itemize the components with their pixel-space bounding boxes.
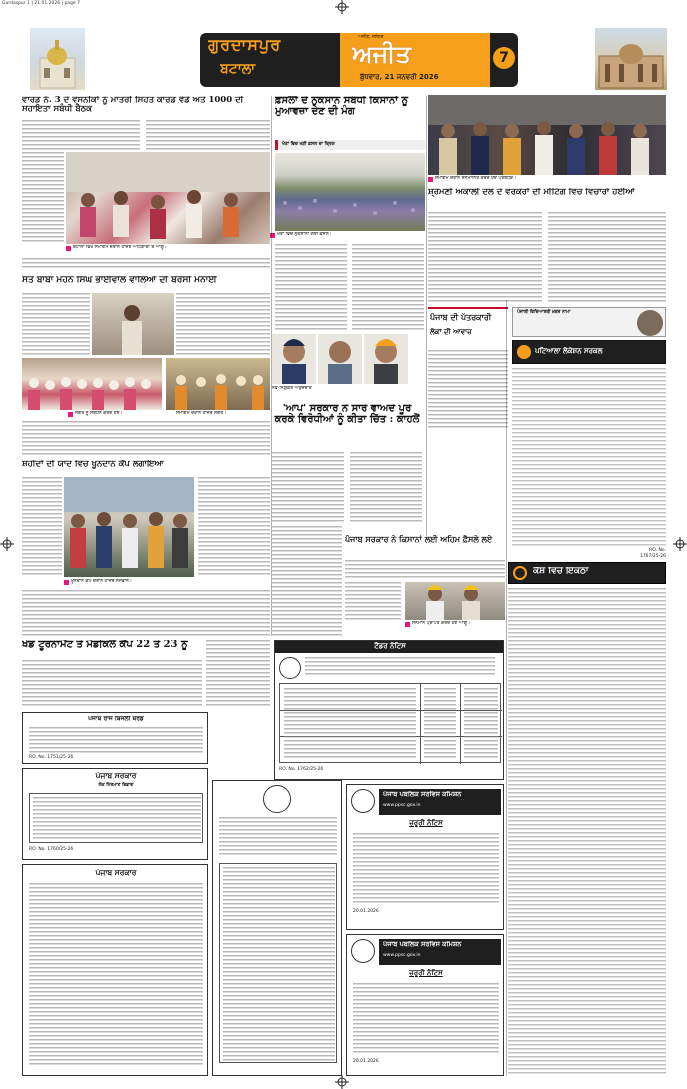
top-left-text-c bbox=[22, 152, 64, 244]
left2-text-c bbox=[22, 421, 270, 455]
masthead-city-block bbox=[200, 33, 340, 87]
top-center-subhead-box bbox=[275, 140, 425, 150]
psc-header-b bbox=[379, 939, 501, 965]
promo-avatar bbox=[637, 310, 663, 336]
left2-crowd-a bbox=[22, 358, 162, 410]
masthead-date: ਬੁੱਧਵਾਰ, 21 ਜਨਵਰੀ 2026 bbox=[360, 73, 439, 81]
mid-left-caption: ਖੂਨਦਾਨ ਕੈਂਪ ਦੌਰਾਨ ਹਾਜ਼ਰ ਨੌਜਵਾਨ। bbox=[71, 579, 133, 584]
right-text-b bbox=[548, 212, 666, 304]
masthead-paper-block bbox=[340, 33, 490, 87]
caption-marker bbox=[428, 177, 433, 182]
psc-date-a: 20.01.2026 bbox=[353, 909, 379, 914]
masthead-page-block bbox=[490, 33, 518, 87]
caption-marker bbox=[405, 622, 410, 627]
middle-ad-table bbox=[219, 863, 337, 1063]
column-rule bbox=[506, 300, 507, 1076]
public-notice-ro: RO. No. 1751/25-26 bbox=[29, 755, 74, 760]
registration-mark-left bbox=[0, 537, 14, 551]
column-rule bbox=[271, 96, 272, 636]
center-text-b bbox=[350, 452, 422, 522]
caption-marker bbox=[68, 412, 73, 417]
tender-table bbox=[279, 683, 501, 763]
middle-ad-header-text bbox=[219, 817, 337, 857]
column-rule bbox=[426, 96, 427, 536]
right-ad-body bbox=[512, 368, 666, 548]
top-left-text-a bbox=[22, 120, 140, 150]
portrait-3 bbox=[364, 334, 408, 384]
top-left-photo bbox=[66, 152, 270, 244]
left2-photo-b bbox=[166, 358, 270, 410]
top-left-headline: ਵਾਰਡ ਨੰ. 3 ਦੇ ਵਸਨੀਕਾਂ ਨੂੰ ਮਾਤਰੀ ਸਿਹਤ ਕਾਰਡ ਵੰਡੇ ਅਤੇ 1000 ਦੀ ਸਹਾਇਤਾ ਸਬੰਧੀ ਬੈਠਕ bbox=[22, 96, 244, 114]
punjab-govt-ad-box bbox=[22, 768, 208, 860]
psc-web-b: www.ppsc.gov.in bbox=[383, 953, 421, 958]
right-ad-ro: RO. No. 1767/25-26 bbox=[639, 548, 666, 559]
top-center-caption: ਖੇਤਾਂ ਵਿਚ ਨੁਕਸਾਨੀ ਗਈ ਫ਼ਸਲ। bbox=[277, 232, 332, 237]
psc-sub-a: ਜ਼ਰੂਰੀ ਨੋਟਿਸ bbox=[409, 819, 443, 827]
portrait-1-figure bbox=[272, 334, 316, 384]
public-notice-box bbox=[22, 712, 208, 764]
mid-center-photo-scene bbox=[405, 582, 505, 620]
right-ad-title: ਪਟਿਆਲਾ ਲੋਕੇਸ਼ਨ ਸਰਕਲ bbox=[535, 347, 603, 355]
classified-body bbox=[508, 588, 666, 1076]
psc-header-a bbox=[379, 789, 501, 815]
psc-sub-b: ਜ਼ਰੂਰੀ ਨੋਟਿਸ bbox=[409, 969, 443, 977]
group-photo-illustration bbox=[428, 95, 666, 175]
mid-left-text-b bbox=[198, 477, 270, 577]
govt-emblem-icon bbox=[279, 657, 301, 679]
top-center-subhead: ਖੇਤਾਂ ਵਿਚ ਖੜੀ ਫ਼ਸਲ ਦਾ ਦ੍ਰਿਸ਼ bbox=[282, 142, 335, 147]
page-number: 7 bbox=[493, 47, 515, 69]
registration-mark-right bbox=[673, 537, 687, 551]
mid-center-photo bbox=[405, 582, 505, 620]
masthead-paper-name: ਅਜੀਤ bbox=[352, 41, 411, 68]
caption-marker bbox=[64, 580, 69, 585]
right-text-a bbox=[428, 212, 542, 304]
right-news-sub: ਲੋਕਾਂ ਦੀ ਆਵਾਜ਼ bbox=[430, 328, 472, 336]
top-center-text-a bbox=[275, 244, 347, 332]
punjab-govt-title: ਪੰਜਾਬ ਸਰਕਾਰ bbox=[95, 772, 137, 780]
left2-photo-small bbox=[92, 293, 174, 355]
mid-left-text-c bbox=[22, 590, 270, 636]
middle-tender-ad-box bbox=[212, 780, 342, 1076]
psc-title-a: ਪੰਜਾਬ ਪਬਲਿਕ ਸਰਵਿਸ ਕਮਿਸ਼ਨ bbox=[383, 791, 462, 798]
punjab-govt-sub: ਲੋਕ ਨਿਰਮਾਣ ਵਿਭਾਗ bbox=[98, 783, 134, 788]
registration-mark-bottom bbox=[335, 1075, 349, 1089]
mid-center-caption: ਸਨਮਾਨ ਪ੍ਰਾਪਤ ਕਰਦੇ ਹੋਏ ਆਗੂ। bbox=[412, 621, 471, 626]
psc-web-a: www.ppsc.gov.in bbox=[383, 803, 421, 808]
right-news-headline: ਪੰਜਾਬ ਦੀ ਪੱਤਰਕਾਰੀ bbox=[430, 313, 492, 322]
psc-title-b: ਪੰਜਾਬ ਪਬਲਿਕ ਸਰਵਿਸ ਕਮਿਸ਼ਨ bbox=[383, 941, 462, 948]
tender-table-desc bbox=[284, 688, 416, 760]
top-left-caption: ਬਟਾਲਾ ਵਿਖੇ ਸਮਾਗਮ ਦੌਰਾਨ ਹਾਜ਼ਰ ਅਧਿਕਾਰੀ ਤੇ ਆਗੂ। bbox=[73, 245, 167, 250]
mid-center-text-a bbox=[272, 526, 342, 636]
top-left-photo-scene bbox=[66, 152, 270, 244]
mid-center-text-b bbox=[345, 560, 505, 580]
emblem-icon bbox=[517, 345, 531, 359]
tender-ro: RO. No. 1762/25-26 bbox=[279, 767, 324, 772]
temple-photo-left bbox=[30, 28, 85, 90]
top-right-photo bbox=[428, 95, 666, 175]
top-center-headline: ਫ਼ਸਲਾਂ ਦੇ ਨੁਕਸਾਨ ਸਬੰਧੀ ਕਿਸਾਨਾਂ ਨੂੰ ਮੁਆਵਜ਼ਾ ਦੇਣ ਦੀ ਮੰਗ bbox=[275, 96, 409, 117]
sports-text-a bbox=[22, 660, 202, 706]
left2-small-photo-scene bbox=[92, 293, 174, 355]
mid-left-photo bbox=[64, 477, 194, 577]
top-left-text-b bbox=[146, 120, 270, 150]
right-promo-box bbox=[512, 307, 666, 337]
classified-header bbox=[508, 562, 666, 584]
punjab-govt2-ad-box bbox=[22, 864, 208, 1076]
tender-table-rule bbox=[460, 684, 461, 764]
punjab-govt-table-text bbox=[33, 797, 201, 841]
psc-body-a bbox=[353, 833, 499, 905]
left2-photo-a bbox=[22, 358, 162, 410]
mid-left-headline: ਸ਼ਹੀਦਾਂ ਦੀ ਯਾਦ ਵਿਚ ਖੂਨਦਾਨ ਕੈਂਪ ਲਗਾਇਆ bbox=[22, 460, 164, 469]
registration-mark-top bbox=[335, 0, 349, 14]
tender-header-bar bbox=[275, 641, 504, 653]
portrait-1 bbox=[272, 334, 316, 384]
middle-ad-emblem-icon bbox=[263, 785, 291, 813]
sports-text-b bbox=[206, 640, 270, 706]
public-notice-title: ਪੰਜਾਬ ਰਾਜ ਬਿਜਲੀ ਬੋਰਡ bbox=[88, 716, 144, 722]
top-right-caption: ਸਮਾਗਮ ਦੌਰਾਨ ਸਨਮਾਨਿਤ ਕਰਦੇ ਹੋਏ ਪ੍ਰਬੰਧਕ। bbox=[435, 176, 517, 181]
tender-table-amount bbox=[424, 688, 456, 760]
tender-intro bbox=[305, 657, 495, 677]
top-left-text-d bbox=[22, 258, 270, 270]
portrait-2-figure bbox=[318, 334, 362, 384]
portraits-caption: ਨਵ-ਨਿਯੁਕਤ ਅਹੁਦੇਦਾਰ bbox=[272, 386, 312, 391]
psc-emblem-icon bbox=[351, 939, 375, 963]
masthead-city-sub: ਬਟਾਲਾ bbox=[220, 62, 256, 77]
tender-notice-box bbox=[274, 640, 504, 780]
tender-table-date bbox=[464, 688, 498, 760]
right-mid-text-a bbox=[428, 350, 508, 430]
left2-text-a bbox=[22, 293, 90, 355]
mid-center-headline: ਪੰਜਾਬ ਸਰਕਾਰ ਨੇ ਕਿਸਾਨਾਂ ਲਈ ਅਹਿਮ ਫ਼ੈਸਲੇ ਲਏ bbox=[345, 535, 493, 544]
left2-caption-b: ਸਮਾਗਮ ਦੌਰਾਨ ਹਾਜ਼ਰ ਸੰਗਤ। bbox=[176, 411, 227, 416]
left2-crowd-b bbox=[166, 358, 270, 410]
temple-illustration bbox=[30, 28, 85, 90]
crop-field-illustration bbox=[275, 153, 425, 231]
mid-center-text-c bbox=[345, 582, 401, 622]
classified-title: ਕੈਸ਼ ਵਿਚ ਇੱਕਠਾ bbox=[533, 567, 589, 576]
right-headline: ਸ਼੍ਰੋਮਣੀ ਅਕਾਲੀ ਦਲ ਦੇ ਵਰਕਰਾਂ ਦੀ ਮੀਟਿੰਗ ਵਿਚ ਵਿਚਾਰਾਂ ਹੋਈਆਂ bbox=[428, 188, 635, 197]
masthead-edition-label: ਅਜੀਤ, ਜਲੰਧਰ bbox=[358, 35, 384, 40]
right-ad-banner bbox=[512, 340, 666, 364]
middle-ad-table-text bbox=[223, 867, 335, 1061]
psc-notice-b-box bbox=[346, 934, 504, 1076]
top-center-text-b bbox=[352, 244, 424, 332]
heritage-building-photo-right bbox=[595, 28, 667, 90]
public-notice-body bbox=[29, 727, 203, 753]
psc-date-b: 20.01.2026 bbox=[353, 1059, 379, 1064]
center-text-a bbox=[272, 452, 344, 522]
print-strip: Gurdaspur 1 | 21.01.2026 | page 7 bbox=[2, 1, 80, 6]
blood-camp-scene bbox=[64, 477, 194, 577]
masthead-city-main: ਗੁਰਦਾਸਪੁਰ bbox=[208, 37, 282, 54]
heritage-building-illustration bbox=[595, 28, 667, 90]
tender-table-rule bbox=[420, 684, 421, 764]
caption-marker bbox=[66, 246, 71, 251]
psc-emblem-icon bbox=[351, 789, 375, 813]
top-center-photo bbox=[275, 153, 425, 231]
punjab-govt2-title: ਪੰਜਾਬ ਸਰਕਾਰ bbox=[95, 869, 137, 877]
mid-left-text-a bbox=[22, 477, 62, 577]
right-promo-title: ਪੰਜਾਬੀ ਵਿਦਿਆਰਥੀ ਖ਼ਬਰ ਨਾਮਾ bbox=[517, 310, 571, 315]
punjab-govt2-body bbox=[29, 883, 203, 1067]
punjab-govt-ro: RO. No. 1760/25-26 bbox=[29, 847, 74, 852]
portrait-2 bbox=[318, 334, 362, 384]
classified-ring-icon bbox=[513, 566, 527, 580]
tender-title: ਟੈਂਡਰ ਨੋਟਿਸ bbox=[374, 642, 406, 650]
left2-text-b bbox=[176, 293, 270, 355]
portrait-3-figure bbox=[364, 334, 408, 384]
psc-notice-a-box bbox=[346, 784, 504, 930]
right-news-box bbox=[428, 307, 508, 347]
punjab-govt-table bbox=[29, 793, 203, 843]
psc-body-b bbox=[353, 983, 499, 1055]
center-headline: 'ਆਪ' ਸਰਕਾਰ ਨੇ ਸਾਰੇ ਵਾਅਦੇ ਪੂਰੇ ਕਰਕੇ ਵਿਰੋਧੀਆਂ ਨੂੰ ਕੀਤਾ ਚਿੱਤ : ਕਾਹਲੋਂ bbox=[274, 404, 420, 425]
sports-headline: ਖੇਡ ਟੂਰਨਾਮੈਂਟ ਤੇ ਮੈਡੀਕਲ ਕੈਂਪ 22 ਤੇ 23 ਨੂੰ bbox=[22, 640, 188, 650]
left2-caption-a: ਸੰਗਤ ਨੂੰ ਸੰਬੋਧਨ ਕਰਦੇ ਹੋਏ। bbox=[75, 411, 123, 416]
left2-headline: ਸੰਤ ਬਾਬਾ ਮੋਹਨ ਸਿੰਘ ਭਾਈਵਾਲ ਵਾਲਿਆਂ ਦੀ ਬਰਸੀ ਮਨਾਈ bbox=[22, 276, 217, 285]
